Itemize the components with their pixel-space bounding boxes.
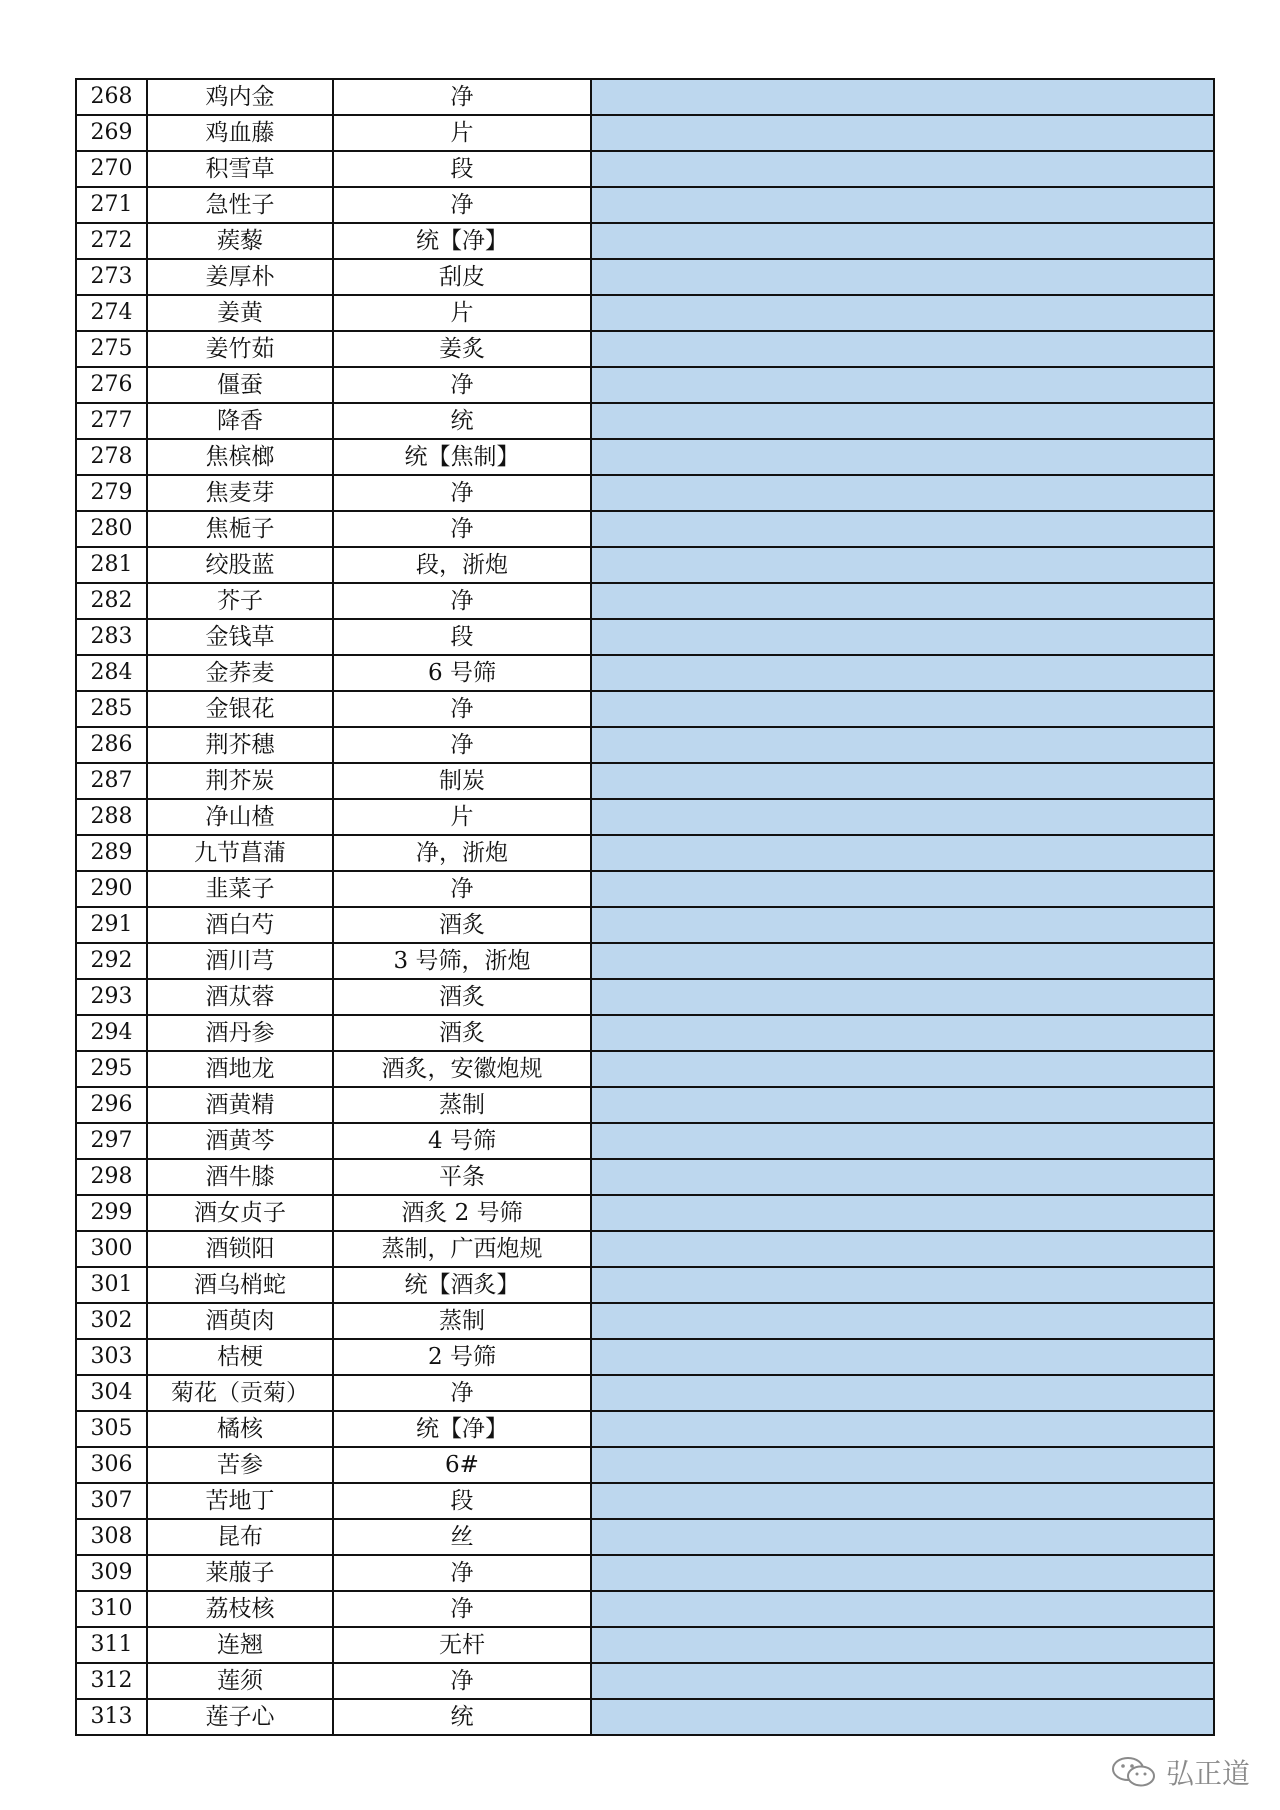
- table-row: [77, 1196, 1215, 1232]
- table-row: [77, 1304, 1215, 1340]
- row-number-cell: 297: [77, 1124, 148, 1158]
- row-number-cell: 299: [77, 1196, 148, 1230]
- processing-spec-cell: 净: [334, 1592, 592, 1626]
- table-row: [77, 1016, 1215, 1052]
- blank-fill-cell: [592, 656, 1215, 690]
- table-row: [77, 908, 1215, 944]
- blank-fill-cell: [592, 620, 1215, 654]
- table-row: [77, 620, 1215, 656]
- table-row: [77, 368, 1215, 404]
- processing-spec-cell: 净: [334, 476, 592, 510]
- row-number-cell: 285: [77, 692, 148, 726]
- watermark-text: 弘正道: [1165, 1757, 1250, 1790]
- processing-spec-cell: 净: [334, 188, 592, 222]
- herb-name-cell: 酒苁蓉: [148, 980, 334, 1014]
- herb-name-cell: 酒白芍: [148, 908, 334, 942]
- row-number-cell: 298: [77, 1160, 148, 1194]
- table-row: [77, 1448, 1215, 1484]
- row-number-cell: 280: [77, 512, 148, 546]
- table-row: [77, 152, 1215, 188]
- row-number-cell: 305: [77, 1412, 148, 1446]
- row-number-cell: 287: [77, 764, 148, 798]
- row-number-cell: 289: [77, 836, 148, 870]
- processing-spec-cell: 净，浙炮: [334, 836, 592, 870]
- processing-spec-cell: 酒炙，安徽炮规: [334, 1052, 592, 1086]
- blank-fill-cell: [592, 1052, 1215, 1086]
- processing-spec-cell: 统【净】: [334, 1412, 592, 1446]
- processing-spec-cell: 统: [334, 1700, 592, 1734]
- table-row: [77, 584, 1215, 620]
- blank-fill-cell: [592, 224, 1215, 258]
- blank-fill-cell: [592, 260, 1215, 294]
- blank-fill-cell: [592, 80, 1215, 114]
- herb-name-cell: 蒺藜: [148, 224, 334, 258]
- blank-fill-cell: [592, 944, 1215, 978]
- row-number-cell: 281: [77, 548, 148, 582]
- blank-fill-cell: [592, 908, 1215, 942]
- table-row: [77, 692, 1215, 728]
- blank-fill-cell: [592, 404, 1215, 438]
- herb-name-cell: 酒女贞子: [148, 1196, 334, 1230]
- table-row: [77, 1232, 1215, 1268]
- herb-name-cell: 莲须: [148, 1664, 334, 1698]
- row-number-cell: 286: [77, 728, 148, 762]
- row-number-cell: 311: [77, 1628, 148, 1662]
- row-number-cell: 279: [77, 476, 148, 510]
- table-row: [77, 1484, 1215, 1520]
- herb-name-cell: 金钱草: [148, 620, 334, 654]
- table-row: [77, 1376, 1215, 1412]
- herb-name-cell: 姜竹茹: [148, 332, 334, 366]
- processing-spec-cell: 段，浙炮: [334, 548, 592, 582]
- row-number-cell: 308: [77, 1520, 148, 1554]
- row-number-cell: 293: [77, 980, 148, 1014]
- row-number-cell: 302: [77, 1304, 148, 1338]
- row-number-cell: 312: [77, 1664, 148, 1698]
- processing-spec-cell: 净: [334, 728, 592, 762]
- blank-fill-cell: [592, 476, 1215, 510]
- blank-fill-cell: [592, 1088, 1215, 1122]
- data-table: [75, 78, 1215, 1736]
- blank-fill-cell: [592, 1412, 1215, 1446]
- processing-spec-cell: 蒸制: [334, 1088, 592, 1122]
- blank-fill-cell: [592, 1520, 1215, 1554]
- processing-spec-cell: 净: [334, 872, 592, 906]
- processing-spec-cell: 平条: [334, 1160, 592, 1194]
- herb-name-cell: 橘核: [148, 1412, 334, 1446]
- row-number-cell: 307: [77, 1484, 148, 1518]
- table-row: [77, 188, 1215, 224]
- herb-name-cell: 苦参: [148, 1448, 334, 1482]
- processing-spec-cell: 姜炙: [334, 332, 592, 366]
- watermark: [1110, 1752, 1250, 1792]
- row-number-cell: 290: [77, 872, 148, 906]
- processing-spec-cell: 片: [334, 116, 592, 150]
- blank-fill-cell: [592, 152, 1215, 186]
- herb-name-cell: 酒乌梢蛇: [148, 1268, 334, 1302]
- row-number-cell: 301: [77, 1268, 148, 1302]
- herb-name-cell: 姜厚朴: [148, 260, 334, 294]
- herb-name-cell: 昆布: [148, 1520, 334, 1554]
- table-row: [77, 656, 1215, 692]
- blank-fill-cell: [592, 440, 1215, 474]
- table-row: [77, 1412, 1215, 1448]
- table-row: [77, 224, 1215, 260]
- herb-name-cell: 焦槟榔: [148, 440, 334, 474]
- row-number-cell: 313: [77, 1700, 148, 1734]
- table-row: [77, 1268, 1215, 1304]
- processing-spec-cell: 段: [334, 1484, 592, 1518]
- herb-name-cell: 姜黄: [148, 296, 334, 330]
- table-row: [77, 836, 1215, 872]
- row-number-cell: 272: [77, 224, 148, 258]
- blank-fill-cell: [592, 1016, 1215, 1050]
- blank-fill-cell: [592, 728, 1215, 762]
- row-number-cell: 303: [77, 1340, 148, 1374]
- row-number-cell: 274: [77, 296, 148, 330]
- row-number-cell: 284: [77, 656, 148, 690]
- herb-name-cell: 鸡内金: [148, 80, 334, 114]
- table-row: [77, 1628, 1215, 1664]
- table-row: [77, 1592, 1215, 1628]
- herb-name-cell: 荆芥炭: [148, 764, 334, 798]
- processing-spec-cell: 酒炙: [334, 980, 592, 1014]
- herb-name-cell: 酒川芎: [148, 944, 334, 978]
- blank-fill-cell: [592, 1124, 1215, 1158]
- processing-spec-cell: 酒炙: [334, 908, 592, 942]
- herb-name-cell: 净山楂: [148, 800, 334, 834]
- blank-fill-cell: [592, 980, 1215, 1014]
- row-number-cell: 277: [77, 404, 148, 438]
- processing-spec-cell: 净: [334, 1556, 592, 1590]
- blank-fill-cell: [592, 872, 1215, 906]
- blank-fill-cell: [592, 1448, 1215, 1482]
- processing-spec-cell: 4 号筛: [334, 1124, 592, 1158]
- processing-spec-cell: 片: [334, 800, 592, 834]
- processing-spec-cell: 段: [334, 620, 592, 654]
- processing-spec-cell: 统【酒炙】: [334, 1268, 592, 1302]
- table-row: [77, 764, 1215, 800]
- blank-fill-cell: [592, 512, 1215, 546]
- processing-spec-cell: 净: [334, 1376, 592, 1410]
- herb-name-cell: 鸡血藤: [148, 116, 334, 150]
- row-number-cell: 306: [77, 1448, 148, 1482]
- row-number-cell: 283: [77, 620, 148, 654]
- processing-spec-cell: 段: [334, 152, 592, 186]
- table-row: [77, 872, 1215, 908]
- blank-fill-cell: [592, 584, 1215, 618]
- table-row: [77, 728, 1215, 764]
- herb-name-cell: 莱菔子: [148, 1556, 334, 1590]
- table-row: [77, 332, 1215, 368]
- herb-name-cell: 菊花（贡菊）: [148, 1376, 334, 1410]
- table-row: [77, 980, 1215, 1016]
- row-number-cell: 269: [77, 116, 148, 150]
- row-number-cell: 282: [77, 584, 148, 618]
- row-number-cell: 270: [77, 152, 148, 186]
- processing-spec-cell: 统: [334, 404, 592, 438]
- processing-spec-cell: 片: [334, 296, 592, 330]
- processing-spec-cell: 统【焦制】: [334, 440, 592, 474]
- herb-name-cell: 酒丹参: [148, 1016, 334, 1050]
- table-row: [77, 1664, 1215, 1700]
- blank-fill-cell: [592, 1160, 1215, 1194]
- herb-name-cell: 荔枝核: [148, 1592, 334, 1626]
- blank-fill-cell: [592, 1592, 1215, 1626]
- herb-name-cell: 连翘: [148, 1628, 334, 1662]
- processing-spec-cell: 净: [334, 1664, 592, 1698]
- blank-fill-cell: [592, 1700, 1215, 1734]
- row-number-cell: 291: [77, 908, 148, 942]
- row-number-cell: 310: [77, 1592, 148, 1626]
- table-row: [77, 476, 1215, 512]
- table-row: [77, 944, 1215, 980]
- blank-fill-cell: [592, 764, 1215, 798]
- processing-spec-cell: 3 号筛，浙炮: [334, 944, 592, 978]
- herb-name-cell: 莲子心: [148, 1700, 334, 1734]
- herb-name-cell: 九节菖蒲: [148, 836, 334, 870]
- herb-name-cell: 酒地龙: [148, 1052, 334, 1086]
- blank-fill-cell: [592, 1340, 1215, 1374]
- blank-fill-cell: [592, 1268, 1215, 1302]
- herb-name-cell: 酒萸肉: [148, 1304, 334, 1338]
- processing-spec-cell: 净: [334, 368, 592, 402]
- blank-fill-cell: [592, 1196, 1215, 1230]
- blank-fill-cell: [592, 188, 1215, 222]
- row-number-cell: 268: [77, 80, 148, 114]
- blank-fill-cell: [592, 368, 1215, 402]
- blank-fill-cell: [592, 548, 1215, 582]
- herb-name-cell: 急性子: [148, 188, 334, 222]
- table-row: [77, 1520, 1215, 1556]
- processing-spec-cell: 6 号筛: [334, 656, 592, 690]
- processing-spec-cell: 刮皮: [334, 260, 592, 294]
- processing-spec-cell: 制炭: [334, 764, 592, 798]
- row-number-cell: 276: [77, 368, 148, 402]
- blank-fill-cell: [592, 296, 1215, 330]
- blank-fill-cell: [592, 1664, 1215, 1698]
- herb-name-cell: 酒黄芩: [148, 1124, 334, 1158]
- row-number-cell: 304: [77, 1376, 148, 1410]
- processing-spec-cell: 蒸制: [334, 1304, 592, 1338]
- table-row: [77, 512, 1215, 548]
- processing-spec-cell: 酒炙: [334, 1016, 592, 1050]
- blank-fill-cell: [592, 1484, 1215, 1518]
- blank-fill-cell: [592, 1232, 1215, 1266]
- herb-name-cell: 积雪草: [148, 152, 334, 186]
- processing-spec-cell: 净: [334, 584, 592, 618]
- table-row: [77, 1160, 1215, 1196]
- blank-fill-cell: [592, 1304, 1215, 1338]
- herb-name-cell: 韭菜子: [148, 872, 334, 906]
- processing-spec-cell: 丝: [334, 1520, 592, 1554]
- herb-name-cell: 焦麦芽: [148, 476, 334, 510]
- table-row: [77, 1556, 1215, 1592]
- blank-fill-cell: [592, 332, 1215, 366]
- processing-spec-cell: 净: [334, 80, 592, 114]
- processing-spec-cell: 2 号筛: [334, 1340, 592, 1374]
- blank-fill-cell: [592, 1376, 1215, 1410]
- herb-name-cell: 酒牛膝: [148, 1160, 334, 1194]
- herb-name-cell: 酒黄精: [148, 1088, 334, 1122]
- row-number-cell: 275: [77, 332, 148, 366]
- table-row: [77, 1340, 1215, 1376]
- blank-fill-cell: [592, 116, 1215, 150]
- herb-name-cell: 金银花: [148, 692, 334, 726]
- table-row: [77, 1052, 1215, 1088]
- table-row: [77, 296, 1215, 332]
- table-row: [77, 800, 1215, 836]
- table-row: [77, 80, 1215, 116]
- herb-name-cell: 芥子: [148, 584, 334, 618]
- processing-spec-cell: 净: [334, 512, 592, 546]
- processing-spec-cell: 酒炙 2 号筛: [334, 1196, 592, 1230]
- processing-spec-cell: 无杆: [334, 1628, 592, 1662]
- row-number-cell: 273: [77, 260, 148, 294]
- herb-name-cell: 荆芥穗: [148, 728, 334, 762]
- row-number-cell: 296: [77, 1088, 148, 1122]
- row-number-cell: 295: [77, 1052, 148, 1086]
- table-row: [77, 1700, 1215, 1736]
- table-row: [77, 440, 1215, 476]
- row-number-cell: 300: [77, 1232, 148, 1266]
- herb-name-cell: 苦地丁: [148, 1484, 334, 1518]
- table-row: [77, 1088, 1215, 1124]
- herb-name-cell: 焦栀子: [148, 512, 334, 546]
- processing-spec-cell: 统【净】: [334, 224, 592, 258]
- blank-fill-cell: [592, 836, 1215, 870]
- blank-fill-cell: [592, 1628, 1215, 1662]
- table-row: [77, 1124, 1215, 1160]
- processing-spec-cell: 蒸制，广西炮规: [334, 1232, 592, 1266]
- row-number-cell: 294: [77, 1016, 148, 1050]
- row-number-cell: 309: [77, 1556, 148, 1590]
- wechat-icon: [1110, 1755, 1158, 1789]
- blank-fill-cell: [592, 692, 1215, 726]
- table-row: [77, 404, 1215, 440]
- row-number-cell: 288: [77, 800, 148, 834]
- herb-name-cell: 绞股蓝: [148, 548, 334, 582]
- table-row: [77, 548, 1215, 584]
- blank-fill-cell: [592, 800, 1215, 834]
- herb-name-cell: 金荞麦: [148, 656, 334, 690]
- processing-spec-cell: 6#: [334, 1448, 592, 1482]
- processing-spec-cell: 净: [334, 692, 592, 726]
- blank-fill-cell: [592, 1556, 1215, 1590]
- row-number-cell: 271: [77, 188, 148, 222]
- row-number-cell: 278: [77, 440, 148, 474]
- table-row: [77, 116, 1215, 152]
- herb-name-cell: 桔梗: [148, 1340, 334, 1374]
- table-row: [77, 260, 1215, 296]
- herb-name-cell: 降香: [148, 404, 334, 438]
- herb-name-cell: 酒锁阳: [148, 1232, 334, 1266]
- row-number-cell: 292: [77, 944, 148, 978]
- herb-name-cell: 僵蚕: [148, 368, 334, 402]
